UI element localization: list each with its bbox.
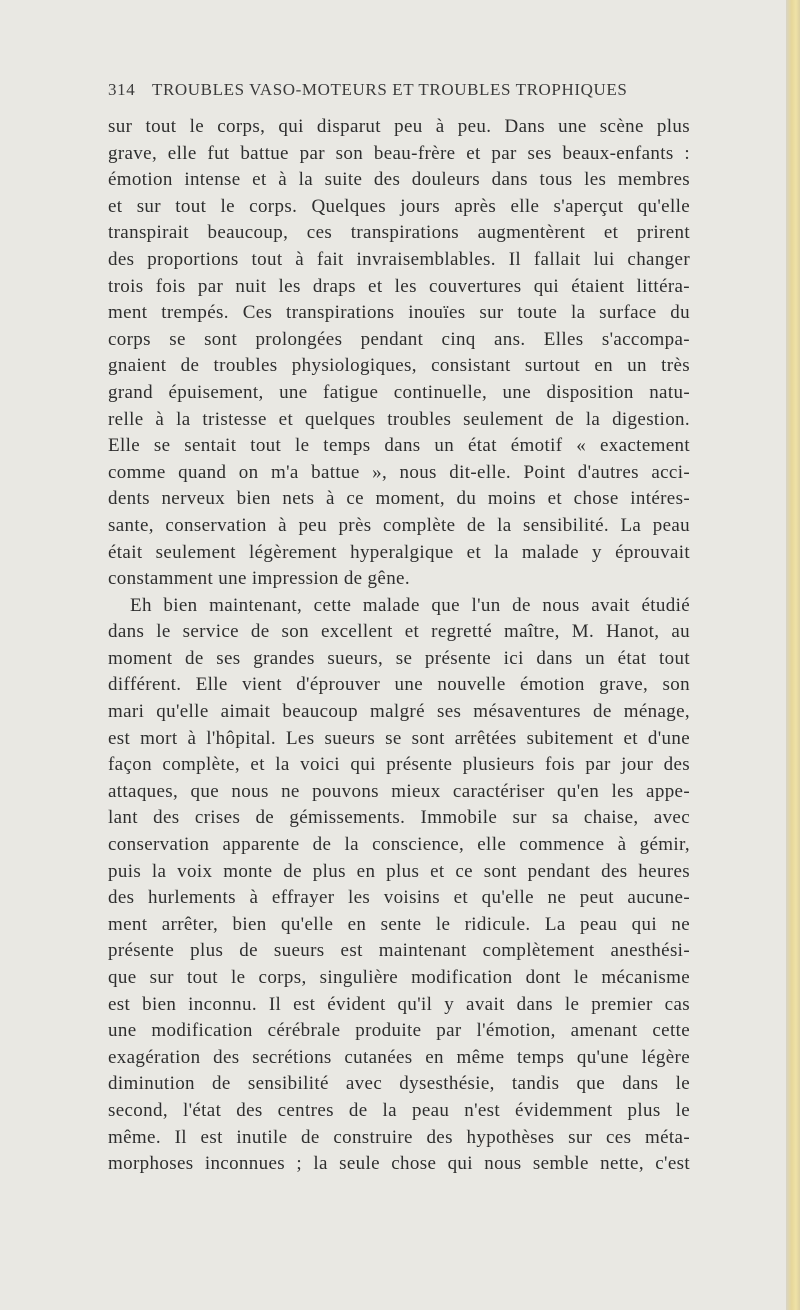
text-line: même. Il est inutile de construire des hypothèses sur ces méta- <box>108 1126 690 1148</box>
page-number: 314 <box>108 80 136 99</box>
text-line: comme quand on m'a battue », nous dit-elle. Point d'autres acci- <box>108 461 690 483</box>
text-line: est mort à l'hôpital. Les sueurs se sont arrêtées subitement et d'une <box>108 727 690 749</box>
text-line: gnaient de troubles physiologiques, consistant surtout en un très <box>108 355 690 377</box>
text-line: constamment une impression de gêne. <box>108 568 410 590</box>
text-line: grand épuisement, une fatigue continuelle, une disposition natu- <box>108 381 690 403</box>
text-line: corps se sont prolongées pendant cinq ans. Elles s'accompa- <box>108 328 690 350</box>
text-line: des proportions tout à fait invraisemblables. Il fallait lui changer <box>108 248 690 270</box>
text-line: façon complète, et la voici qui présente plusieurs fois par jour des <box>108 754 690 776</box>
text-line: Eh bien maintenant, cette malade que l'un de nous avait étudié <box>130 594 690 616</box>
text-line: sante, conservation à peu près complète de la sensibilité. La peau <box>108 514 690 536</box>
running-header <box>108 80 668 100</box>
text-line: puis la voix monte de plus en plus et ce sont pendant des heures <box>108 860 690 882</box>
text-line: sur tout le corps, qui disparut peu à peu. Dans une scène plus <box>108 116 690 137</box>
text-line: grave, elle fut battue par son beau-frère et par ses beaux-enfants : <box>108 142 690 164</box>
text-line: second, l'état des centres de la peau n'est évidemment plus le <box>108 1099 690 1121</box>
text-line: mari qu'elle aimait beaucoup malgré ses mésaventures de ménage, <box>108 701 690 723</box>
text-line: Elle se sentait tout le temps dans un état émotif « exactement <box>108 435 690 457</box>
text-line: moment de ses grandes sueurs, se présente ici dans un état tout <box>108 647 690 669</box>
text-line: présente plus de sueurs est maintenant complètement anesthési- <box>108 940 690 962</box>
text-line: ment trempés. Ces transpirations inouïes sur toute la surface du <box>108 302 690 324</box>
text-line: que sur tout le corps, singulière modification dont le mécanisme <box>108 967 690 988</box>
text-line: morphoses inconnues ; la seule chose qui nous semble nette, c'est <box>108 1153 690 1175</box>
text-line: relle à la tristesse et quelques troubles seulement de la digestion. <box>108 408 690 430</box>
text-line: diminution de sensibilité avec dysesthésie, tandis que dans le <box>108 1073 690 1095</box>
text-line: trois fois par nuit les draps et les couvertures qui étaient littéra- <box>108 275 690 297</box>
text-line: attaques, que nous ne pouvons mieux caractériser qu'en les appe- <box>108 780 690 802</box>
text-line: est bien inconnu. Il est évident qu'il y avait dans le premier cas <box>108 993 690 1015</box>
text-line: transpirait beaucoup, ces transpirations augmentèrent et prirent <box>108 222 690 244</box>
text-line: dans le service de son excellent et regretté maître, M. Hanot, au <box>108 621 690 643</box>
text-line: conservation apparente de la conscience, elle commence à gémir, <box>108 834 690 856</box>
text-line: ment arrêter, bien qu'elle en sente le ridicule. La peau qui ne <box>108 913 690 935</box>
page-edge <box>786 0 800 1310</box>
running-title: TROUBLES VASO-MOTEURS ET TROUBLES TROPHIQUES <box>152 80 628 99</box>
text-line: et sur tout le corps. Quelques jours après elle s'aperçut qu'elle <box>108 195 690 217</box>
text-line: des hurlements à effrayer les voisins et qu'elle ne peut aucune- <box>108 887 690 909</box>
text-line: lant des crises de gémissements. Immobile sur sa chaise, avec <box>108 807 690 829</box>
text-line: différent. Elle vient d'éprouver une nouvelle émotion grave, son <box>108 674 690 696</box>
body-text <box>108 114 690 1178</box>
text-line: émotion intense et à la suite des douleurs dans tous les membres <box>108 169 690 191</box>
text-line: exagération des secrétions cutanées en même temps qu'une légère <box>108 1046 690 1068</box>
text-line: était seulement légèrement hyperalgique et la malade y éprouvait <box>108 541 690 563</box>
text-line: une modification cérébrale produite par l'émotion, amenant cette <box>108 1020 690 1042</box>
text-line: dents nerveux bien nets à ce moment, du moins et chose intéres- <box>108 488 690 510</box>
